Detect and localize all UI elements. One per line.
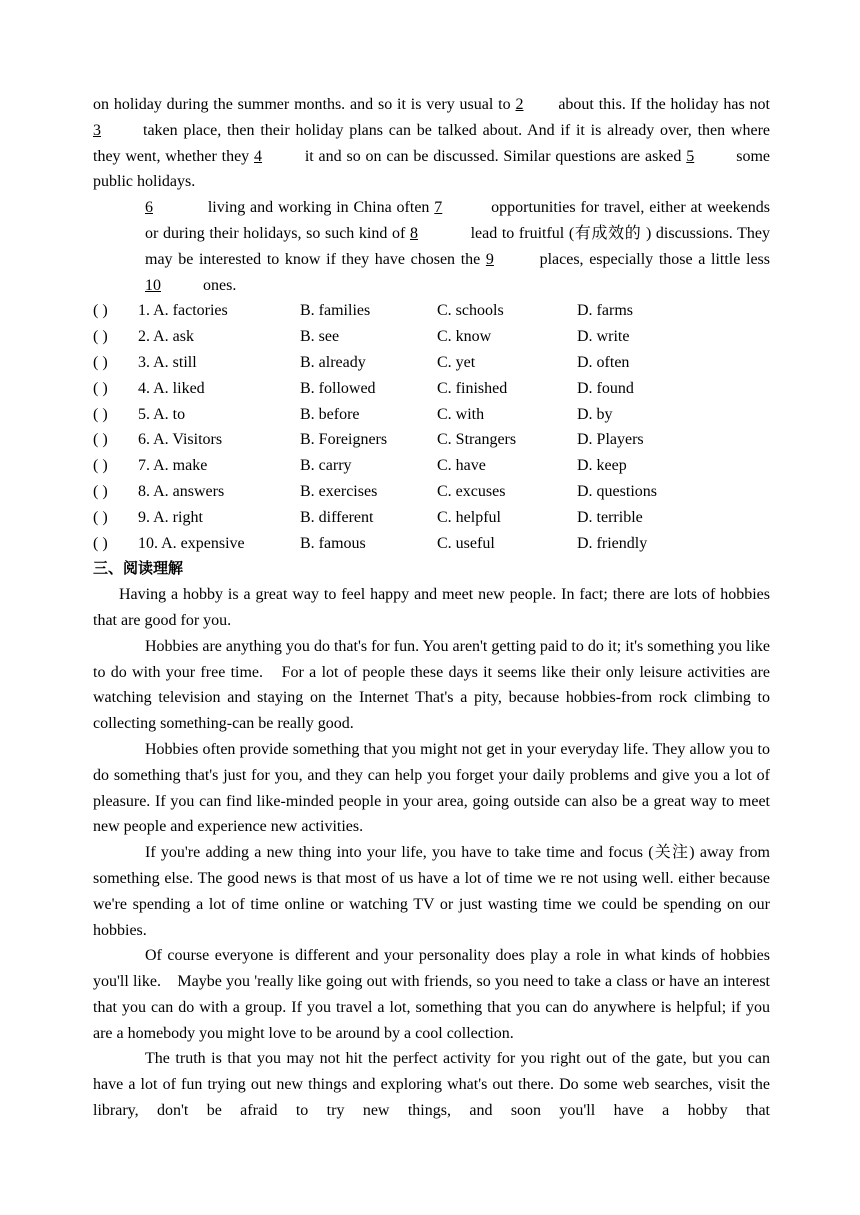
answer-paren[interactable]: ( ) (93, 405, 108, 423)
blank-10: 10 (145, 276, 161, 294)
reading-paragraph: The truth is that you may not hit the perfect activity for you right out of the gate, but you can have a lot of fun trying out new things and exploring what's out there. Do some web searches, visit the library, don't be afraid to try new things, and soon you'll have a hobby that (93, 1050, 770, 1120)
option-d: D. friendly (577, 534, 648, 552)
option-c: C. schools (437, 302, 504, 320)
option-c: C. know (437, 328, 492, 346)
question-row (93, 350, 770, 376)
option-d: D. keep (577, 457, 627, 475)
blank-8: 8 (409, 224, 418, 242)
option-a: 9. A. right (138, 508, 203, 526)
answer-paren[interactable]: ( ) (93, 379, 108, 397)
question-row (93, 531, 770, 557)
question-row (93, 402, 770, 428)
option-b: B. Foreigners (300, 431, 388, 449)
option-d: D. often (577, 353, 630, 371)
option-b: B. followed (300, 379, 376, 397)
option-c: C. yet (437, 353, 476, 371)
option-c: C. excuses (437, 482, 506, 500)
option-b: B. famous (300, 534, 366, 552)
option-a: 10. A. expensive (138, 534, 245, 552)
reading-paragraph: Having a hobby is a great way to feel happy and meet new people. In fact; there are lots of hobbies that are good for you. (93, 586, 770, 629)
option-a: 4. A. liked (138, 379, 205, 397)
answer-paren[interactable]: ( ) (93, 431, 108, 449)
cloze-text: ones. (203, 276, 237, 294)
blank-4: 4 (254, 147, 263, 165)
option-c: C. helpful (437, 508, 501, 526)
option-d: D. terrible (577, 508, 643, 526)
cloze-text: on holiday during the summer months. and so it is very usual to (93, 96, 511, 113)
option-d: D. found (577, 379, 634, 397)
answer-paren[interactable]: ( ) (93, 328, 108, 346)
blank-7: 7 (434, 199, 443, 217)
answer-paren[interactable]: ( ) (93, 534, 108, 552)
blank-6: 6 (145, 199, 153, 217)
answer-paren[interactable]: ( ) (93, 508, 108, 526)
option-a: 6. A. Visitors (138, 431, 223, 449)
option-b: B. before (300, 405, 360, 423)
question-row (93, 376, 770, 402)
cloze-text: some public holidays. (93, 147, 771, 191)
reading-paragraph: Of course everyone is different and your personality does play a role in what kinds of hobbies you'll like. Maybe you 'really like going out with friends, so you need to take a class or have an interest that you can do with a group. If you travel a lot, something that you can do anywhere is helpful; if you are a homebody you might love to be around by a cool collection. (93, 947, 770, 1042)
cloze-text: lead to fruitful (有成效的 ) discussions. They may be interested to know if they have chosen the (145, 224, 771, 268)
blank-9: 9 (485, 250, 494, 268)
cloze-text: about this. If the holiday has not (558, 96, 770, 113)
option-d: D. farms (577, 302, 633, 320)
cloze-text: taken place, then their holiday plans can be talked about. And if it is already over, then where they went, whether they (93, 121, 770, 165)
option-a: 5. A. to (138, 405, 186, 423)
question-row (93, 298, 770, 324)
question-row (93, 324, 770, 350)
cloze-paragraph-1 (93, 92, 770, 195)
cloze-text: places, especially those a little less (539, 250, 770, 268)
option-c: C. finished (437, 379, 508, 397)
reading-paragraph: Hobbies often provide something that you might not get in your everyday life. They allow you to do something that's just for you, and they can help you forget your daily problems and give you a lot of pleasure. If you can find like-minded people in your area, going outside can also be a great way to meet new people and experience new activities. (93, 740, 770, 836)
option-b: B. carry (300, 457, 352, 475)
answer-paren[interactable]: ( ) (93, 482, 108, 500)
option-b: B. exercises (300, 482, 378, 500)
option-d: D. Players (577, 431, 644, 449)
reading-paragraph: Hobbies are anything you do that's for fun. You aren't getting paid to do it; it's something you like to do with your free time. For a lot of people these days it seems like their only leisure activities are watching television and staying on the Internet That's a pity, because hobbies-from rock climbing to collecting something-can be really good. (93, 637, 770, 733)
option-d: D. questions (577, 482, 657, 500)
answer-paren[interactable]: ( ) (93, 302, 108, 320)
option-a: 3. A. still (138, 353, 197, 371)
cloze-text: opportunities for travel, either at weekends or during their holidays, so such kind of (145, 199, 770, 242)
question-list (93, 298, 770, 556)
reading-paragraph: If you're adding a new thing into your life, you have to take time and focus (关注) away from something else. The good news is that most of us have a lot of time we re not using well. either because we're spending a lot of time online or watching TV or just wasting time we could be spending on our hobbies. (93, 844, 770, 939)
blank-3: 3 (93, 121, 101, 139)
option-c: C. have (437, 457, 486, 475)
section-heading: 三、阅读理解 (93, 559, 184, 578)
cloze-paragraph-2 (93, 195, 770, 298)
option-c: C. useful (437, 534, 495, 552)
option-d: D. write (577, 328, 630, 346)
blank-5: 5 (686, 147, 695, 165)
option-b: B. families (300, 302, 371, 320)
cloze-text: living and working in China often (207, 199, 430, 217)
blank-2: 2 (515, 96, 524, 113)
question-row (93, 453, 770, 479)
option-a: 8. A. answers (138, 482, 225, 500)
option-d: D. by (577, 405, 613, 423)
question-row (93, 427, 770, 453)
answer-paren[interactable]: ( ) (93, 353, 108, 371)
option-c: C. Strangers (437, 431, 517, 449)
document-page (93, 92, 770, 1124)
question-row (93, 505, 770, 531)
question-row (93, 479, 770, 505)
option-a: 1. A. factories (138, 302, 228, 320)
option-a: 2. A. ask (138, 328, 194, 346)
answer-paren[interactable]: ( ) (93, 457, 108, 475)
option-c: C. with (437, 405, 485, 423)
cloze-text: it and so on can be discussed. Similar questions are asked (304, 147, 682, 165)
option-b: B. see (300, 328, 340, 346)
option-b: B. already (300, 353, 366, 371)
option-a: 7. A. make (138, 457, 208, 475)
option-b: B. different (300, 508, 374, 526)
